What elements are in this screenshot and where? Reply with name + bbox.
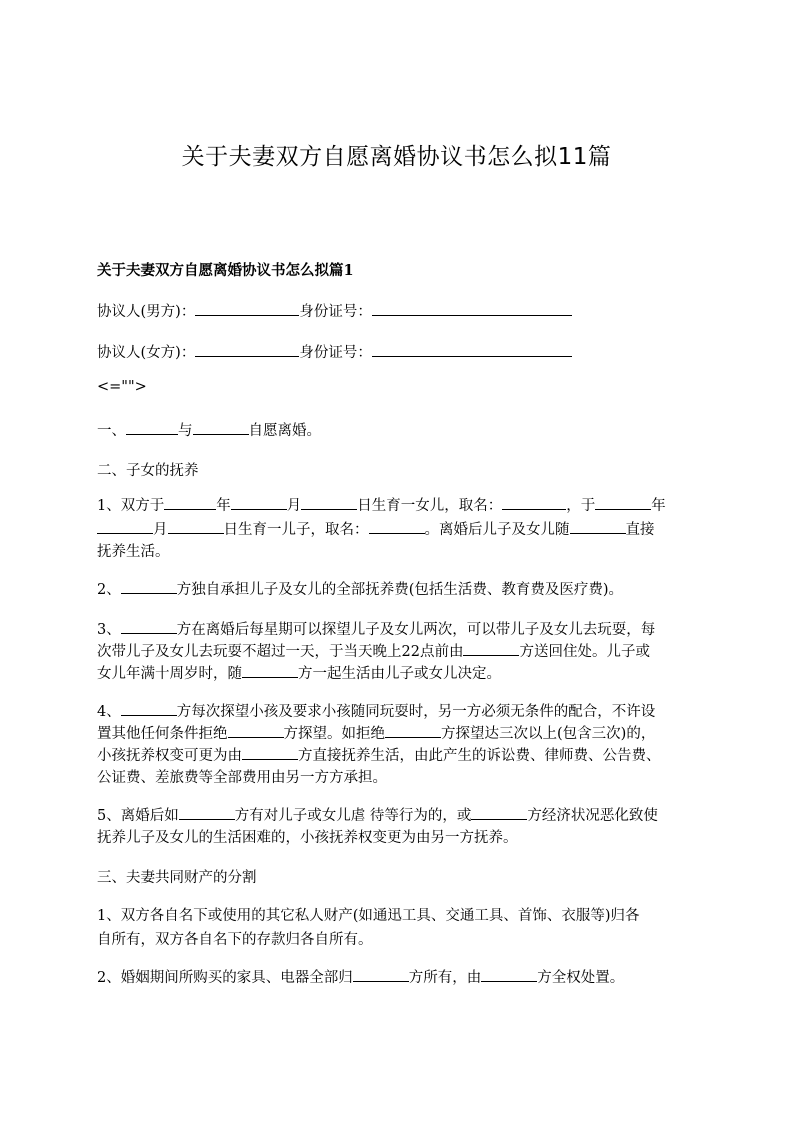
clause-3-1-line-2: 自所有，双方各自名下的存款归各自所有。	[97, 932, 373, 948]
blank-field	[481, 966, 537, 982]
blank-field	[164, 494, 216, 510]
text: 自愿离婚。	[248, 423, 321, 439]
clause-2-3-line-2	[97, 640, 707, 664]
clause-3-2-line	[97, 966, 707, 990]
blank-field	[97, 518, 153, 534]
clause-2-3-line-1	[97, 618, 707, 642]
text: 身份证号：	[299, 345, 372, 361]
text: 身份证号：	[299, 304, 372, 320]
text: 直接	[625, 522, 655, 538]
clause-2-3-line-3	[97, 662, 707, 686]
party-female-line	[97, 341, 707, 365]
clause-2-4-line-1	[97, 700, 707, 724]
blank-field	[385, 722, 441, 738]
text: 月	[153, 522, 168, 538]
text: 1、双方于	[97, 498, 165, 514]
blank-field	[595, 494, 651, 510]
blank-field	[121, 578, 177, 594]
clause-2-2-line	[97, 578, 707, 602]
text: 置其他任何条件拒绝	[97, 726, 228, 742]
clause-2-1-line-3: 抚养生活。	[97, 544, 170, 560]
party-male-line	[97, 300, 707, 324]
text: 与	[178, 423, 193, 439]
blank-field	[372, 341, 572, 357]
blank-field	[463, 640, 519, 656]
text: 方所有，由	[408, 970, 482, 986]
text: 。离婚后儿子及女儿随	[424, 522, 570, 538]
text: 方直接抚养生活，由此产生的诉讼费、律师费、公告费、	[298, 748, 661, 764]
text: 协议人(女方)：	[97, 345, 196, 361]
blank-field	[242, 744, 298, 760]
text: 协议人(男方)：	[97, 304, 196, 320]
text: 方在离婚后每星期可以探望儿子及女儿两次，可以带儿子及女儿去玩耍，每	[176, 622, 656, 638]
text: 年	[216, 498, 231, 514]
blank-field	[353, 966, 409, 982]
blank-field	[126, 419, 178, 435]
text: 月	[286, 498, 302, 514]
blank-field	[502, 494, 566, 510]
text: 3、	[97, 622, 121, 638]
blank-field	[195, 300, 299, 316]
blank-field	[242, 662, 298, 678]
clause-2-4-line-2	[97, 722, 707, 746]
blank-field	[179, 804, 235, 820]
blank-field	[195, 341, 299, 357]
text: 方每次探望小孩及要求小孩随同玩耍时，另一方必须无条件的配合，不许设	[176, 704, 656, 720]
clause-2-1-line-1	[97, 494, 707, 518]
blank-field	[168, 518, 224, 534]
blank-field	[121, 700, 177, 716]
document-title: 关于夫妻双方自愿离婚协议书怎么拟11篇	[181, 144, 612, 170]
text: 次带儿子及女儿去玩耍不超过一天，于当天晚上22点前由	[97, 644, 464, 660]
clause-2-5-line-1	[97, 804, 707, 828]
text: 方有对儿子或女儿虐 待等行为的，或	[234, 808, 472, 824]
blank-field	[231, 494, 287, 510]
text: 小孩抚养权变可更为由	[97, 748, 242, 764]
text: 日生育一女儿，取名：	[357, 498, 503, 514]
section-heading: 关于夫妻双方自愿离婚协议书怎么拟篇1	[97, 262, 354, 279]
text: 5、离婚后如	[97, 808, 179, 824]
text: ，于	[566, 498, 596, 514]
blank-field	[471, 804, 527, 820]
text: 方独自承担儿子及女儿的全部抚养费(包括生活费、教育费及医疗费)。	[176, 582, 624, 598]
markup-artifact-line: <="">	[97, 379, 147, 395]
blank-field	[372, 300, 572, 316]
clause-3-1-line-1: 1、双方各自名下或使用的其它私人财产(如通迅工具、交通工具、首饰、衣服等)归各	[97, 908, 640, 924]
section-2-heading: 二、子女的抚养	[97, 463, 199, 479]
text: 2、婚姻期间所购买的家具、电器全部归	[97, 970, 353, 986]
text: 2、	[97, 582, 121, 598]
text: 方经济状况恶化致使	[527, 808, 658, 824]
blank-field	[193, 419, 249, 435]
clause-2-1-line-2	[97, 518, 707, 542]
text: 方探望达三次以上(包含三次)的，	[441, 726, 656, 742]
text: 年	[651, 498, 666, 514]
text: 日生育一儿子，取名：	[223, 522, 369, 538]
blank-field	[570, 518, 626, 534]
text: 方探望。如拒绝	[283, 726, 385, 742]
section-3-heading: 三、夫妻共同财产的分割	[97, 870, 257, 886]
text: 女儿年满十周岁时，随	[97, 666, 242, 682]
text: 方送回住处。儿子或	[519, 644, 650, 660]
blank-field	[121, 618, 177, 634]
blank-field	[301, 494, 357, 510]
blank-field	[228, 722, 284, 738]
text: 方全权处置。	[537, 970, 625, 986]
clause-2-5-line-2: 抚养儿子及女儿的生活困难的，小孩抚养权变更为由另一方抚养。	[97, 830, 518, 846]
text: 一、	[97, 423, 126, 439]
text: 方一起生活由儿子或女儿决定。	[298, 666, 501, 682]
clause-1-line	[97, 419, 707, 443]
clause-2-4-line-4: 公证费、差旅费等全部费用由另一方方承担。	[97, 770, 387, 786]
blank-field	[369, 518, 425, 534]
text: 4、	[97, 704, 121, 720]
clause-2-4-line-3	[97, 744, 707, 768]
